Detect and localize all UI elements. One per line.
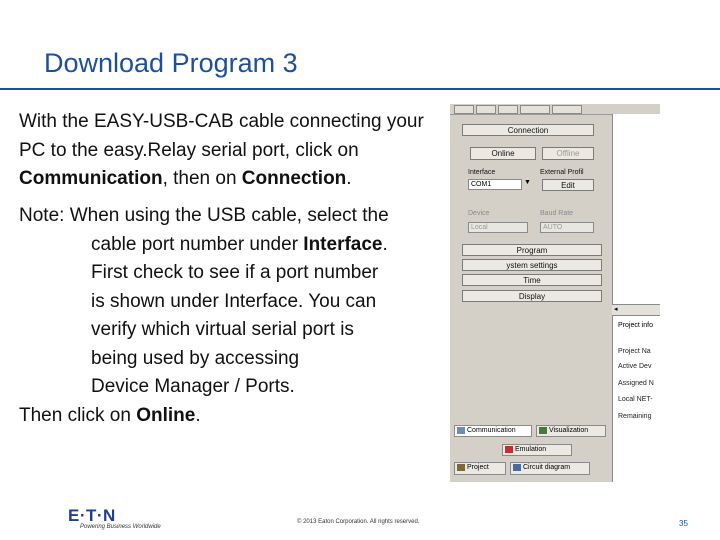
toolbar-tab[interactable]: [454, 105, 474, 114]
para1-bold-connection: Connection: [241, 168, 347, 189]
note-line-8-end: .: [195, 404, 201, 426]
circuit-diagram-icon: [513, 464, 521, 471]
tab-visualization[interactable]: [536, 425, 606, 437]
chevron-down-icon[interactable]: ▼: [524, 179, 531, 186]
copyright-notice: © 2013 Eaton Corporation. All rights reserved.: [297, 519, 420, 525]
tab-circuit-diagram-label: Circuit diagram: [523, 464, 571, 471]
interface-select[interactable]: COM1: [468, 179, 522, 190]
tab-circuit-diagram[interactable]: [510, 462, 590, 475]
toolbar-tab[interactable]: [476, 105, 496, 114]
para1-bold-communication: Communication: [19, 168, 163, 189]
device-label: Device: [468, 210, 490, 217]
interface-label: Interface: [468, 169, 496, 176]
baud-rate-select[interactable]: AUTO: [540, 222, 594, 233]
display-button[interactable]: Display: [462, 290, 602, 302]
tab-communication[interactable]: [454, 425, 532, 437]
tab-project-label: Project: [467, 464, 489, 471]
toolbar-tab[interactable]: [552, 105, 582, 114]
eaton-logo: E·T·N: [68, 506, 116, 525]
baud-rate-label: Baud Rate: [540, 210, 574, 217]
scroll-left-icon[interactable]: ◂: [614, 306, 618, 313]
para1-text-3: .: [346, 168, 352, 189]
note-line-2: [19, 231, 449, 260]
info-line-local-net: Local NET-: [618, 396, 653, 403]
communication-panel: [452, 116, 610, 446]
offline-button[interactable]: Offline: [542, 147, 594, 160]
note-line-1: Note: When using the USB cable, select the: [19, 205, 389, 226]
external-profile-label: External Profil: [540, 169, 584, 176]
tab-emulation[interactable]: [502, 444, 572, 456]
note-line-8-text: Then click on: [19, 404, 137, 426]
system-settings-button[interactable]: ystem settings: [462, 259, 602, 271]
logo-tagline: Powering Business Worldwide: [80, 524, 161, 530]
toolbar-tab[interactable]: [520, 105, 550, 114]
tab-visualization-label: Visualization: [549, 427, 589, 434]
note-line-4: is shown under Interface. You can: [91, 290, 377, 312]
toolbar-tab[interactable]: [498, 105, 518, 114]
online-button[interactable]: Online: [470, 147, 536, 160]
note-line-7: Device Manager / Ports.: [91, 376, 295, 397]
project-info-pane: [612, 114, 660, 482]
note-bold-interface: Interface: [303, 233, 383, 255]
info-line-assigned: Assigned N: [618, 380, 654, 387]
para1-text-2: , then on: [162, 168, 242, 189]
info-line-remaining: Remaining: [618, 413, 652, 420]
instruction-paragraph: [19, 108, 439, 194]
tab-emulation-label: Emulation: [515, 446, 547, 453]
slide-title: Download Program 3: [44, 48, 298, 78]
project-info-label: Project info: [618, 322, 654, 329]
note-line-2-text: cable port number under: [91, 233, 304, 255]
note-line-8: [19, 402, 449, 431]
note-paragraph: [19, 202, 449, 430]
edit-button[interactable]: Edit: [542, 179, 594, 191]
time-button[interactable]: Time: [462, 274, 602, 286]
communication-icon: [457, 427, 465, 434]
horizontal-scrollbar[interactable]: [612, 304, 660, 316]
emulation-icon: [505, 446, 513, 453]
tab-project[interactable]: [454, 462, 506, 475]
note-line-6: being used by accessing: [91, 347, 300, 369]
visualization-icon: [539, 427, 547, 434]
info-line-active-device: Active Dev: [618, 363, 652, 370]
info-line-project-name: Project Na: [618, 348, 651, 355]
connection-button[interactable]: Connection: [462, 124, 594, 136]
program-button[interactable]: Program: [462, 244, 602, 256]
note-line-5: verify which virtual serial port is: [91, 319, 354, 340]
note-line-2-end: .: [382, 233, 388, 255]
software-screenshot: [450, 104, 660, 482]
note-line-3: First check to see if a port number: [91, 262, 379, 283]
para1-text-1: With the EASY-USB-CAB cable connecting your PC to the easy.Relay serial port, click on: [19, 111, 424, 161]
note-bold-online: Online: [136, 404, 196, 426]
tab-communication-label: Communication: [467, 427, 516, 434]
page-number: 35: [679, 519, 688, 528]
project-icon: [457, 464, 465, 471]
device-select[interactable]: Local: [468, 222, 528, 233]
title-underline: [0, 88, 720, 90]
